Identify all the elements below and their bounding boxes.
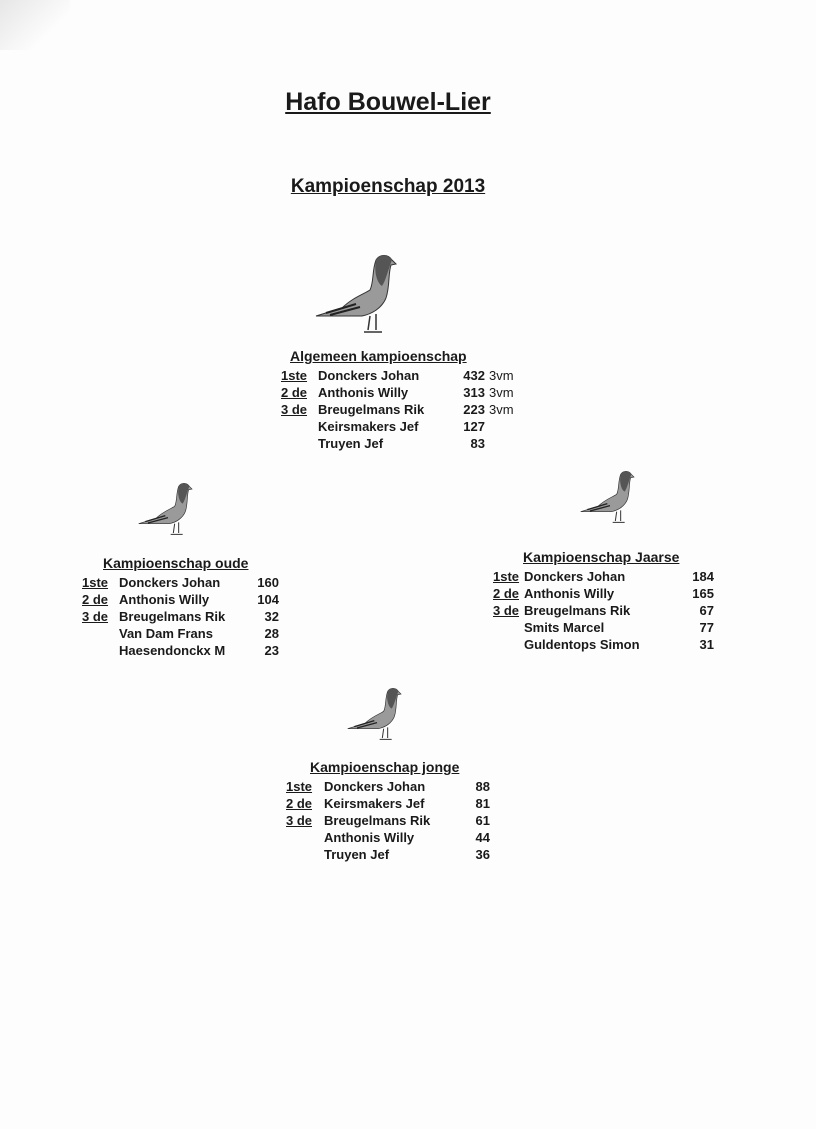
participant-name: Breugelmans Rik xyxy=(318,402,425,417)
rank-label: 3 de xyxy=(281,402,308,417)
participant-name: Donckers Johan xyxy=(524,569,626,584)
rank-label: 1ste xyxy=(281,368,308,383)
points: 184 xyxy=(692,569,714,584)
points: 44 xyxy=(475,830,490,845)
participant-name: Van Dam Frans xyxy=(119,626,213,641)
points: 67 xyxy=(699,603,714,618)
participant-name: Anthonis Willy xyxy=(324,830,415,845)
pigeon-icon xyxy=(136,481,196,537)
participant-name: Guldentops Simon xyxy=(524,637,640,652)
points: 104 xyxy=(257,592,279,607)
points: 36 xyxy=(475,847,490,862)
section-title: Kampioenschap jonge xyxy=(310,759,460,775)
points-note: 3vm xyxy=(489,368,514,383)
participant-name: Keirsmakers Jef xyxy=(324,796,425,811)
rank-label: 3 de xyxy=(82,609,109,624)
points: 160 xyxy=(257,575,279,590)
points: 127 xyxy=(463,419,485,434)
points: 83 xyxy=(470,436,485,451)
pigeon-icon xyxy=(312,252,402,336)
participant-name: Anthonis Willy xyxy=(119,592,210,607)
rank-label: 3 de xyxy=(493,603,520,618)
participant-name: Truyen Jef xyxy=(318,436,384,451)
points: 31 xyxy=(699,637,714,652)
rank-label: 1ste xyxy=(286,779,313,794)
participant-name: Anthonis Willy xyxy=(524,586,615,601)
participant-name: Breugelmans Rik xyxy=(324,813,431,828)
participant-name: Keirsmakers Jef xyxy=(318,419,419,434)
points: 88 xyxy=(475,779,490,794)
rank-label: 2 de xyxy=(493,586,520,601)
scan-shadow xyxy=(0,0,70,50)
document-title: Hafo Bouwel-Lier xyxy=(285,88,491,116)
participant-name: Haesendonckx M xyxy=(119,643,226,658)
participant-name: Smits Marcel xyxy=(524,620,605,635)
rank-label: 1ste xyxy=(82,575,109,590)
points: 23 xyxy=(264,643,279,658)
points: 28 xyxy=(264,626,279,641)
points: 32 xyxy=(264,609,279,624)
points: 77 xyxy=(699,620,714,635)
points: 165 xyxy=(692,586,714,601)
participant-name: Breugelmans Rik xyxy=(524,603,631,618)
pigeon-icon xyxy=(578,469,638,525)
participant-name: Anthonis Willy xyxy=(318,385,409,400)
points-note: 3vm xyxy=(489,385,514,400)
rank-label: 2 de xyxy=(82,592,109,607)
participant-name: Donckers Johan xyxy=(119,575,221,590)
rank-label: 3 de xyxy=(286,813,313,828)
participant-name: Donckers Johan xyxy=(324,779,426,794)
participant-name: Donckers Johan xyxy=(318,368,420,383)
pigeon-icon xyxy=(345,686,405,742)
points: 81 xyxy=(475,796,490,811)
rank-label: 2 de xyxy=(281,385,308,400)
participant-name: Truyen Jef xyxy=(324,847,390,862)
section-title: Kampioenschap oude xyxy=(103,555,249,571)
section-title: Kampioenschap Jaarse xyxy=(523,549,680,565)
section-title: Algemeen kampioenschap xyxy=(290,348,467,364)
points: 432 xyxy=(463,368,485,383)
participant-name: Breugelmans Rik xyxy=(119,609,226,624)
points: 313 xyxy=(463,385,485,400)
document-subtitle: Kampioenschap 2013 xyxy=(290,176,486,197)
points: 61 xyxy=(475,813,490,828)
points: 223 xyxy=(463,402,485,417)
rank-label: 2 de xyxy=(286,796,313,811)
points-note: 3vm xyxy=(489,402,514,417)
rank-label: 1ste xyxy=(493,569,520,584)
